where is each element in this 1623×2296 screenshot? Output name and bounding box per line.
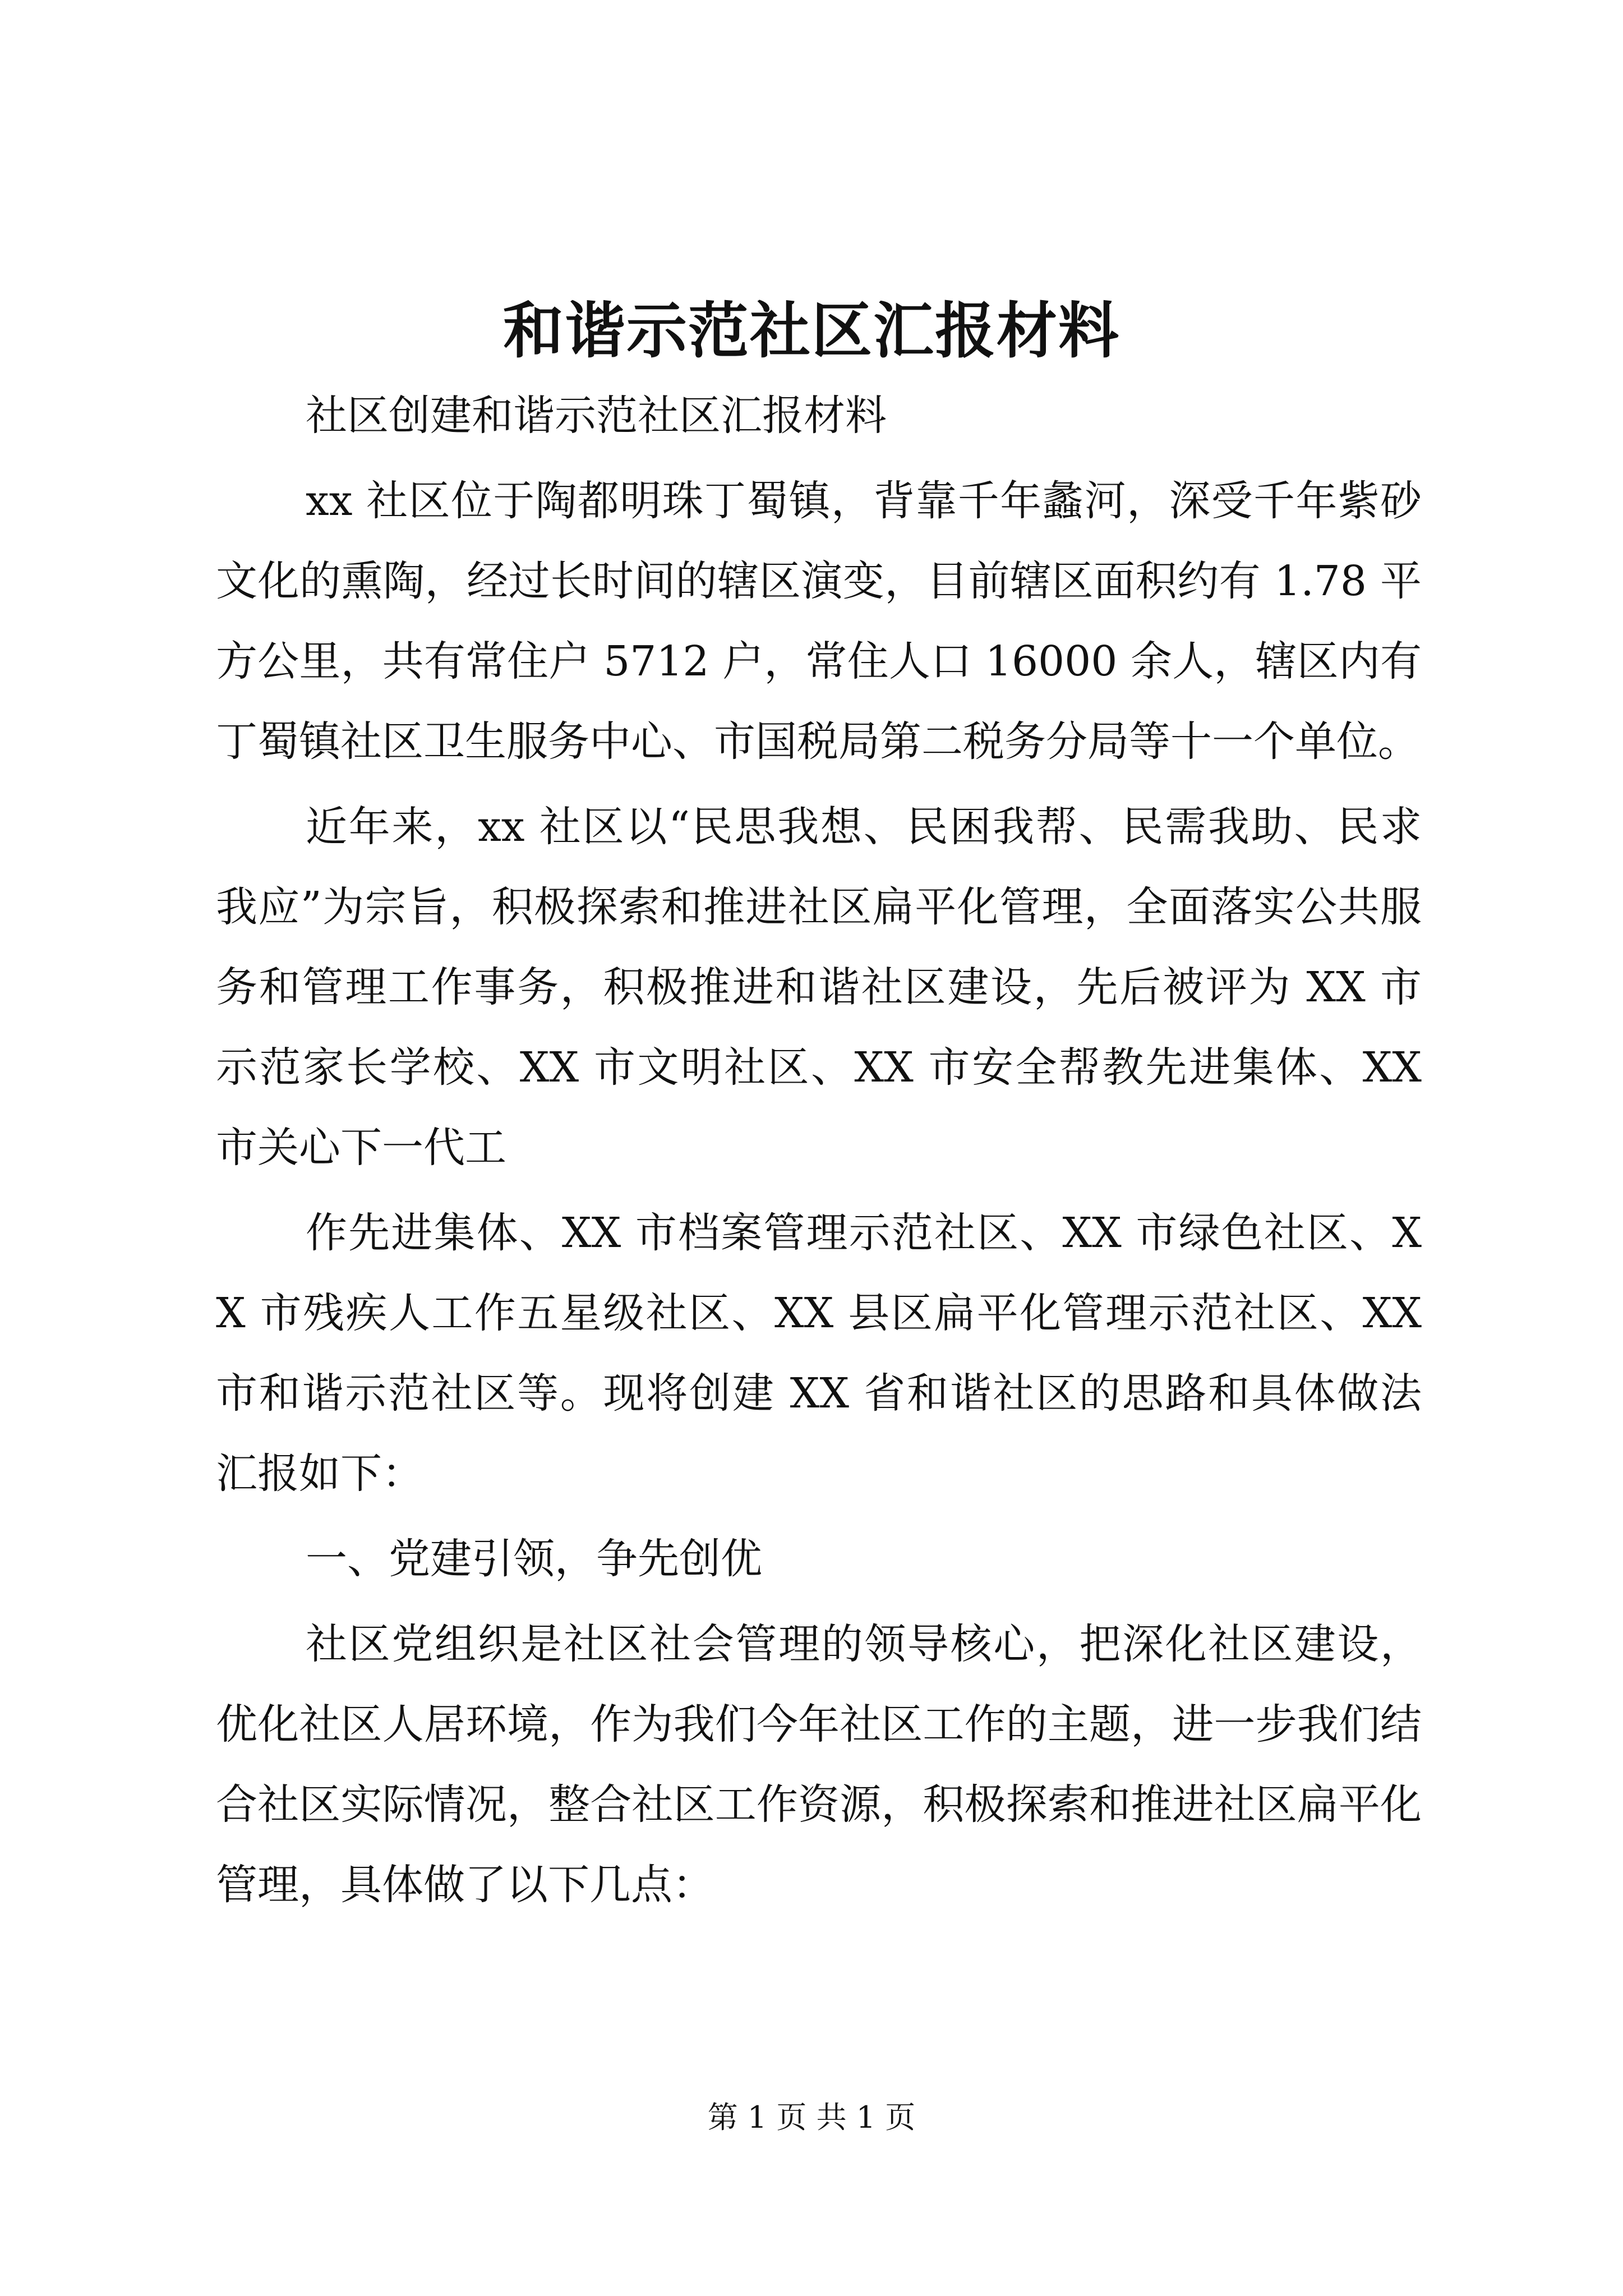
paragraph-intro: xx 社区位于陶都明珠丁蜀镇，背靠千年蠡河，深受千年紫砂文化的熏陶，经过长时间的辖区演变，目前辖区面积约有 1.78 平方公里，共有常住户 5712 户，常住人口 16000 余人，辖区内有丁蜀镇社区卫生服务中心、市国税局第二税务分局等十一个单位。 xyxy=(216,477,1422,766)
paragraph-subtitle: 社区创建和谐示范社区汇报材料 xyxy=(306,392,887,440)
paragraph-achievements: 近年来，xx 社区以“民思我想、民困我帮、民需我助、民求我应”为宗旨，积极探索和推进社区扁平化管理，全面落实公共服务和管理工作事务，积极推进和谐社区建设，先后被评为 XX 市示范家长学校、XX 市文明社区、XX 市安全帮教先进集体、XX 市关心下一代工 xyxy=(216,803,1422,1172)
paragraph-achievements-cont: 作先进集体、XX 市档案管理示范社区、XX 市绿色社区、XX 市残疾人工作五星级社区、XX 县区扁平化管理示范社区、XX 市和谐示范社区等。现将创建 XX 省和谐社区的思路和具体做法汇报如下： xyxy=(216,1209,1422,1498)
document-title: 和谐示范社区汇报材料 xyxy=(502,296,1120,366)
page-footer: 第 1 页 共 1 页 xyxy=(707,2100,916,2135)
section-heading-1: 一、党建引领，争先创优 xyxy=(306,1535,762,1583)
paragraph-party-building: 社区党组织是社区社会管理的领导核心，把深化社区建设，优化社区人居环境，作为我们今年社区工作的主题，进一步我们结合社区实际情况，整合社区工作资源，积极探索和推进社区扁平化管理，具体做了以下几点： xyxy=(216,1620,1422,1909)
document-body xyxy=(216,376,1422,1930)
